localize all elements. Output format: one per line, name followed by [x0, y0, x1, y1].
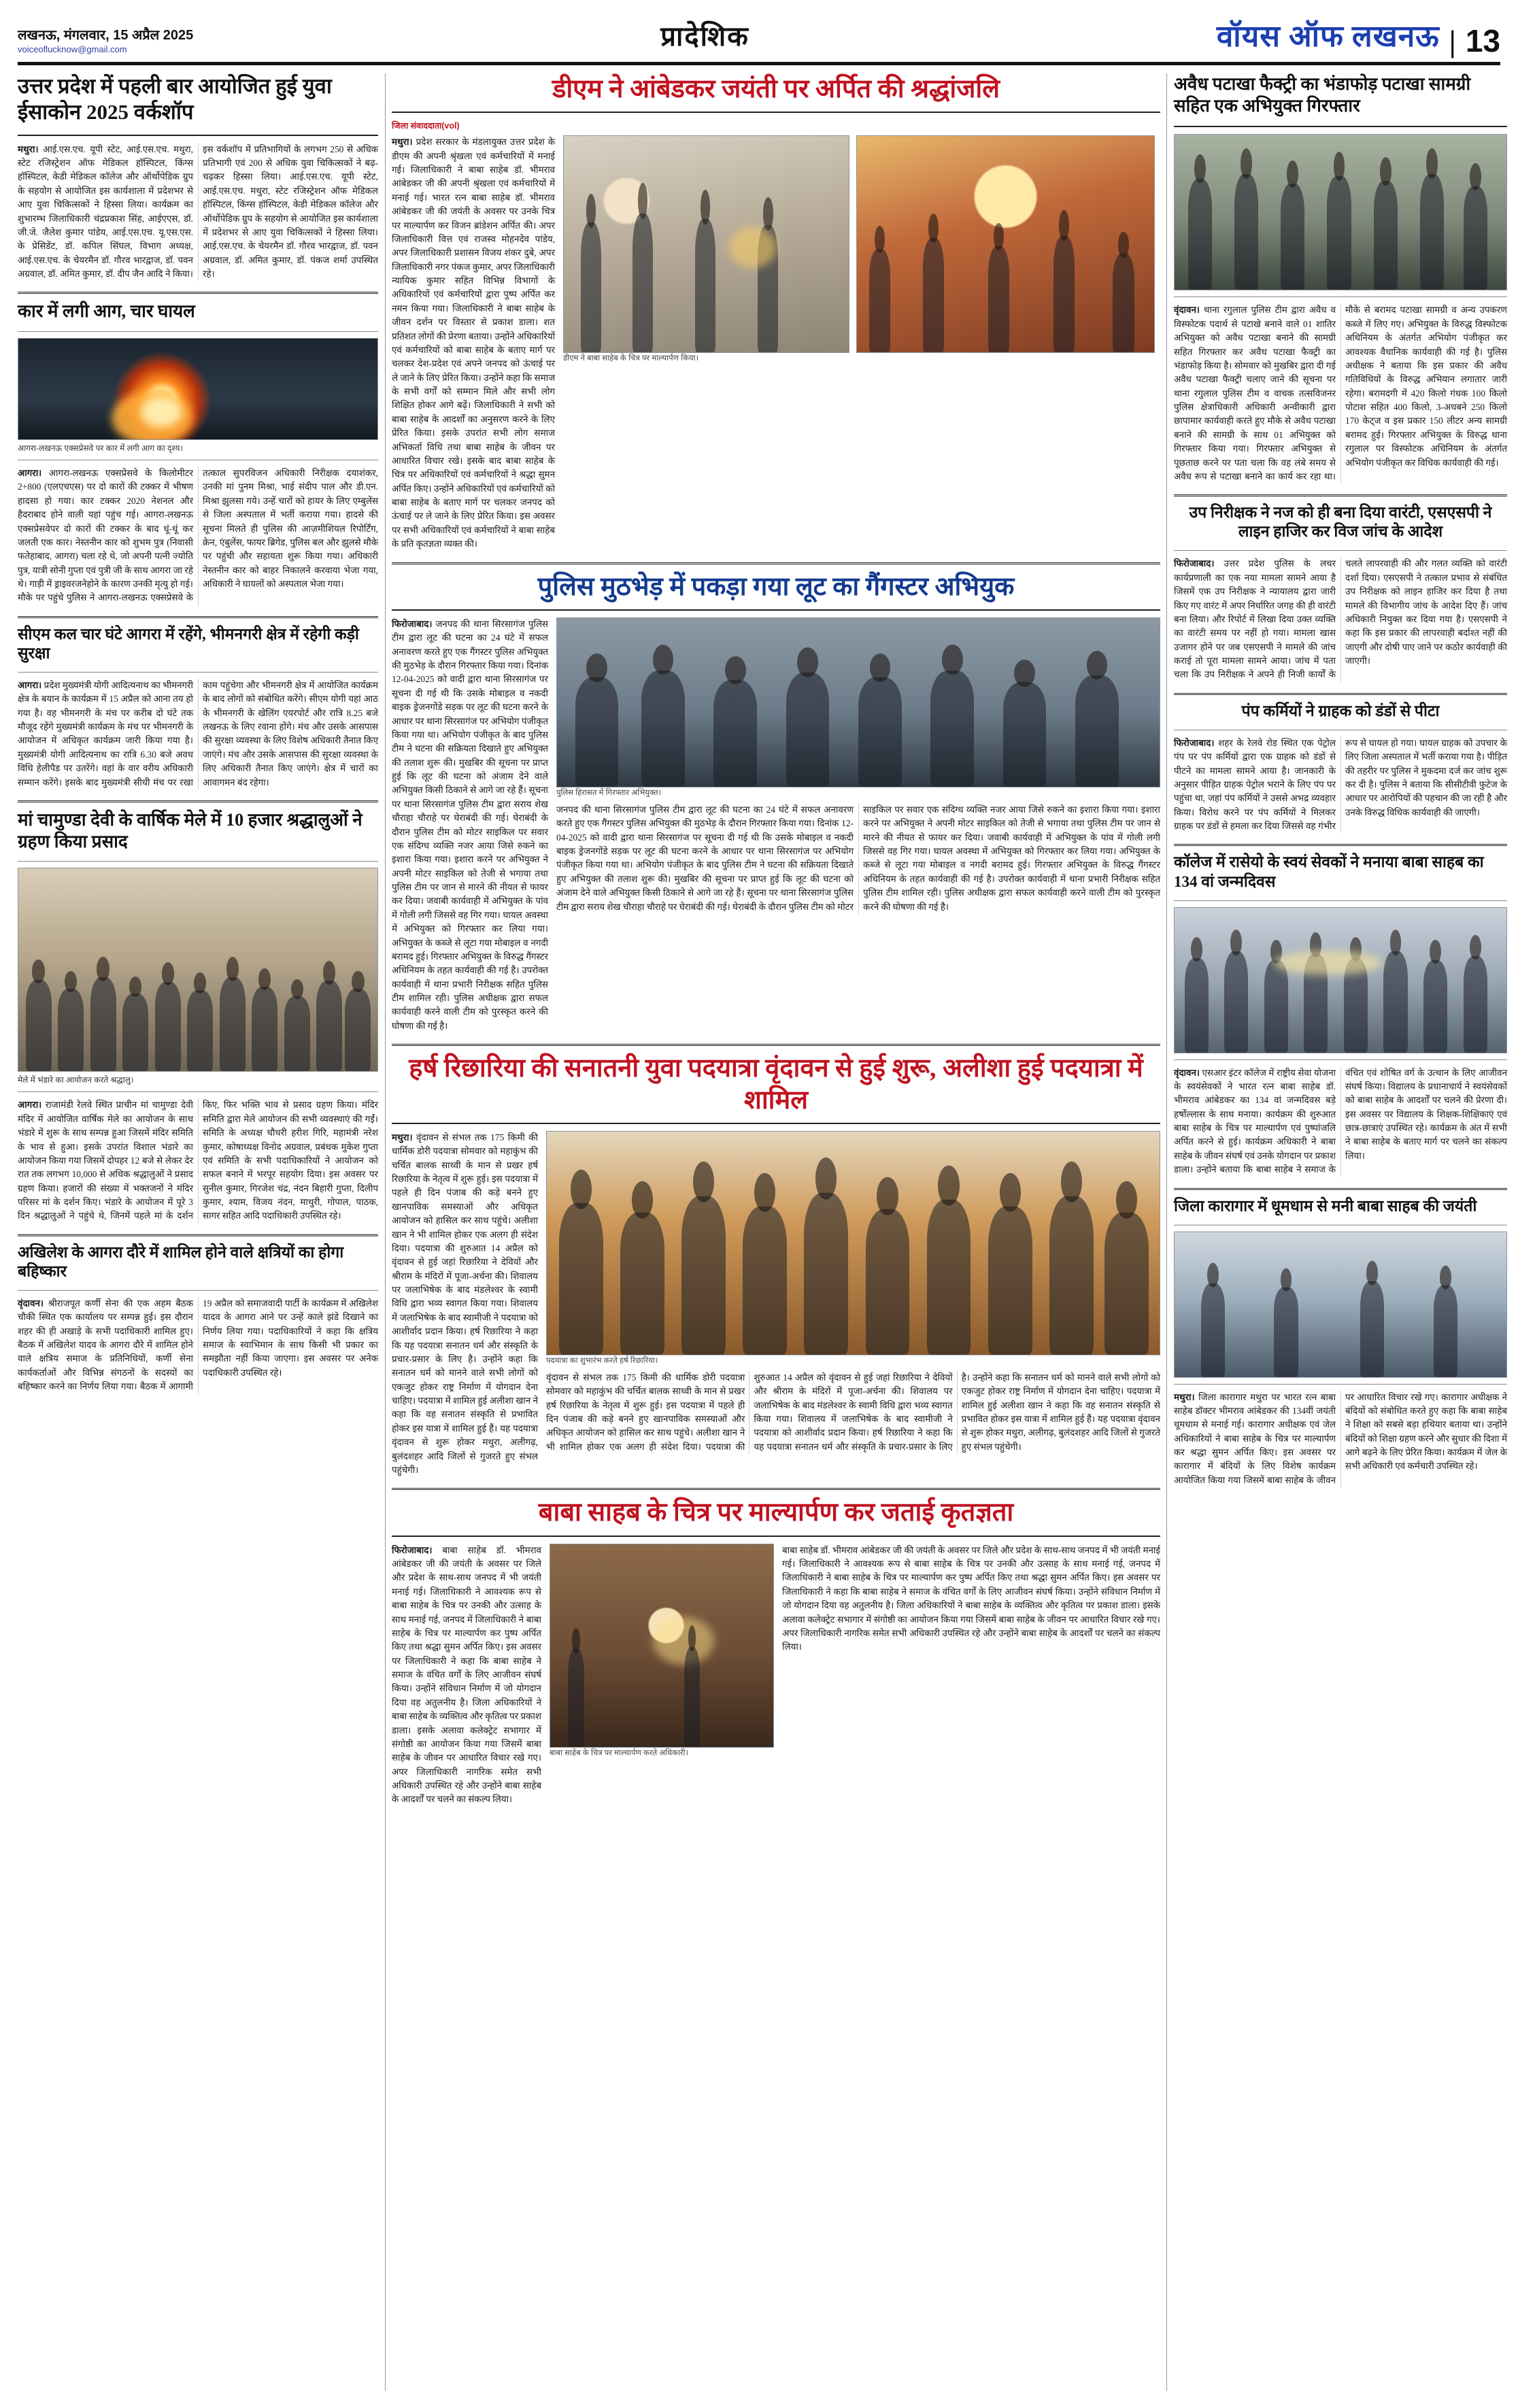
headline: जिला कारागार में धूमधाम से मनी बाबा साहब की जयंती: [1174, 1197, 1477, 1215]
dateline: फिरोजाबाद।: [392, 1544, 433, 1555]
article-body: [1174, 736, 1507, 834]
article-youth-isacon: [18, 73, 378, 281]
article-gangster-arrest: [392, 571, 1160, 1034]
headline: उत्तर प्रदेश में पहली बार आयोजित हुई युवा ईसाकोन 2025 वर्कशॉप: [18, 74, 332, 124]
article-body-col1: [392, 1544, 541, 1807]
photo-portrait-garland: [550, 1544, 774, 1748]
article-si-warrant-inquiry: [1174, 503, 1507, 681]
headline: बाबा साहब के चित्र पर माल्यार्पण कर जताई कृतज्ञता: [538, 1498, 1014, 1527]
photo-bhandara-hall: [18, 868, 378, 1072]
photo-raid-team: [1174, 134, 1507, 290]
article-car-fire: [18, 301, 378, 605]
article-pump-staff-assault: [1174, 702, 1507, 834]
article-cm-agra-visit: [18, 625, 378, 790]
page-number: 13: [1465, 22, 1500, 58]
article-jail-ambedkar-jayanti: [1174, 1197, 1507, 1488]
headline: कॉलेज में रासेयो के स्वयं सेवकों ने मनाया बाबा साहब का 134 वां जन्मदिवस: [1174, 853, 1484, 890]
photo-caption: आगरा-लखनऊ एक्सप्रेसवे पर कार में लगी आग का दृश्य।: [18, 443, 184, 454]
photo-police-team: [556, 617, 1160, 787]
headline: कार में लगी आग, चार घायल: [18, 301, 195, 322]
photo-ambedkar-portrait-event: [856, 135, 1155, 353]
article-body-col2: [782, 1544, 1160, 1807]
body-text-cont: जनपद की थाना सिरसागंज पुलिस टीम द्वारा लूट की घटना का 24 घंटे में सफल अनावरण करते हुए एक गैंगस्टर पुलिस अभियुक्त की मुठभेड़ के दौरान गिरफ्तार किया गया। दिनांक 12-04-2025 को वादी द्वारा थाना सिरसागंज पर सूचना दी गई थी कि उसके मोबाइल व नकदी बाइक ड्रेजनगोंडे सड़क पर लूट की घटना करने के आधार पर थाना सिरसागंज पर अभियोग पंजीकृत किया गया था। अभियोग पंजीकृत के बाद पुलिस टीम ने घटना की सक्रियता दिखाते हुए अभियुक्त की तलाश शुरू की। मुखबिर की सूचना पर प्राप्त हुई कि लूट की घटना को अंजाम देने वाले अभियुक्त किसी ठिकाने से आगे जा रहे हैं। सूचना पर थाना सिरसागंज पुलिस टीम द्वारा सराय शेख चौराहा चौराहे पर घेराबंदी की गई। घेराबंदी के दौरान पुलिस टीम को मोटर साइकिल पर सवार एक संदिग्ध व्यक्ति नजर आया जिसे रुकने का इशारा किया गया। इशारा करने पर अभियुक्त ने अपनी मोटर साइकिल को तेजी से भगाया तथा पुलिस टीम पर जान से मारने की नीयत से फायर कर दिया। जवाबी कार्यवाही में अभियुक्त के पांव में गोली लगी जिससे वह गिर गया। घायल अवस्था में अभियुक्त को गिरफ्तार कर लिया गया। अभियुक्त के कब्जे से लूटा गया मोबाइल व नगदी बरामद हुई। गिरफ्तार अभियुक्त के विरुद्ध गैंगस्टर अधिनियम के तहत कार्यवाही की गई है। उपरोक्त कार्यवाही में थाना प्रभारी निरीक्षक सहित पुलिस टीम शामिल रही। पुलिस अधीक्षक द्वारा सफल कार्यवाही करने वाली टीम को पुरस्कृत करने की घोषणा की गई है।: [556, 804, 1160, 912]
brand-logo: वॉयस ऑफ लखनऊ: [1216, 20, 1440, 53]
dateline: मथुरा।: [392, 1132, 413, 1142]
column-center: [392, 73, 1160, 2391]
article-chamunda-devi-fair: [18, 809, 378, 1223]
article-body-col2: [546, 1371, 1160, 1454]
body-text: थाना रगुलाल पुलिस टीम द्वारा अवैध व विस्फोटक पदार्थ से पटाखे बनाने वाले 01 शातिर अभियुक्त को अवैध पटाखा बनाने की सामग्री सहित गिरफ्तार कर अवैध पटाखा फैक्ट्री का भंडाफोड़ किया है। सोमवार को मुखबिर द्वारा दी गई अवैध पटाखा फैक्ट्री चलाए जाने की सूचना पर थाना रगुलाल पुलिस टीम व वाचक तत्सविजनर पुलिस क्षेत्राधिकारी अधिकारी अन्वीकारी द्वारा छापामार कार्यवाही करते हुए मौके से अवैध पटाखा बनाने की सामग्री के साथ 01 अभियुक्त को गिरफ्तार किया गया। गिरफ्तार अभियुक्त से पूछताछ करने पर पता चला कि वह लंबे समय से अवैध रूप से पटाखा बनाने का कार्य कर रहा था। मौके से बरामद पटाखा सामग्री व अन्य उपकरण कब्जे में लिए गए। अभियुक्त के विरुद्ध विस्फोटक अधिनियम के अंतर्गत अभियोग पंजीकृत कर आवश्यक वैधानिक कार्यवाही की गई है। पुलिस अधीक्षक ने बताया कि इस प्रकार की अवैध गतिविधियों के विरुद्ध अभियान लगातार जारी रहेगा। बरामदगी में 420 किलो गंधक 100 किलो पोटाश सहित 400 किलो, 3-अधबने 250 किलो 170 केट्ज व इस प्रकार 150 लीटर अन्य सामग्री बरामद हुई। गिरफ्तार अभियुक्त के विरुद्ध थाना रगुलाल पर विस्फोटक अधिनियम के अंतर्गत अभियोग पंजीकृत कर विधिक कार्यवाही की गई।: [1174, 305, 1507, 481]
article-nss-ambedkar-birthday: [1174, 853, 1507, 1176]
publication-date: लखनऊ, मंगलवार, 15 अप्रैल 2025: [18, 27, 194, 43]
photo-jail-event: [1174, 1232, 1507, 1378]
headline: मां चामुण्डा देवी के वार्षिक मेले में 10 हजार श्रद्धालुओं ने ग्रहण किया प्रसाद: [18, 809, 362, 851]
masthead: [18, 0, 1500, 65]
article-body: [1174, 1066, 1507, 1177]
article-dm-ambedkar-tribute: [392, 73, 1160, 552]
article-body: [1174, 1391, 1507, 1488]
contact-email: voiceoflucknow@gmail.com: [18, 44, 127, 54]
body-text: जिला कारागार मथुरा पर भारत रत्न बाबा साहेब डॉक्टर भीमराव आंबेडकर की 134वीं जयंती धूमधाम से मनाई गई। कारागार अधीक्षक एवं जेल अधिकारियों ने बाबा साहेब के चित्र पर माल्यार्पण कर श्रद्धा सुमन अर्पित किए। इस अवसर पर कारागार में बंदियों के लिए विशेष कार्यक्रम आयोजित किया गया जिसमें बाबा साहेब के जीवन पर आधारित विचार रखे गए। कारागार अधीक्षक ने बंदियों को संबोधित करते हुए कहा कि बाबा साहेब ने शिक्षा को सबसे बड़ा हथियार बताया था। उन्होंने बंदियों को शिक्षा ग्रहण करने और सुधार की दिशा में आगे बढ़ने के लिए प्रेरित किया। कार्यक्रम में जेल के सभी अधिकारी एवं कर्मचारी उपस्थित रहे।: [1174, 1391, 1507, 1485]
body-text: जनपद की थाना सिरसागंज पुलिस टीम द्वारा लूट की घटना का 24 घंटे में सफल अनावरण करते हुए एक गैंगस्टर पुलिस अभियुक्त की मुठभेड़ के दौरान गिरफ्तार किया गया। दिनांक 12-04-2025 को वादी द्वारा थाना सिरसागंज पर सूचना दी गई थी कि उसके मोबाइल व नकदी बाइक ड्रेजनगोंडे सड़क पर लूट की घटना करने के आधार पर थाना सिरसागंज पर अभियोग पंजीकृत किया गया था। अभियोग पंजीकृत के बाद पुलिस टीम ने घटना की सक्रियता दिखाते हुए अभियुक्त की तलाश शुरू की। मुखबिर की सूचना पर प्राप्त हुई कि लूट की घटना को अंजाम देने वाले अभियुक्त किसी ठिकाने से आगे जा रहे हैं। सूचना पर थाना सिरसागंज पुलिस टीम द्वारा सराय शेख चौराहा चौराहे पर घेराबंदी की गई। घेराबंदी के दौरान पुलिस टीम को मोटर साइकिल पर सवार एक संदिग्ध व्यक्ति नजर आया जिसे रुकने का इशारा किया गया। इशारा करने पर अभियुक्त ने अपनी मोटर साइकिल को तेजी से भगाया तथा पुलिस टीम पर जान से मारने की नीयत से फायर कर दिया। जवाबी कार्यवाही में अभियुक्त के पांव में गोली लगी जिससे वह गिर गया। घायल अवस्था में अभियुक्त को गिरफ्तार कर लिया गया। अभियुक्त के कब्जे से लूटा गया मोबाइल व नगदी बरामद हुई। गिरफ्तार अभियुक्त के विरुद्ध गैंगस्टर अधिनियम के तहत कार्यवाही की गई है। उपरोक्त कार्यवाही में थाना प्रभारी निरीक्षक सहित पुलिस टीम शामिल रही। पुलिस अधीक्षक द्वारा सफल कार्यवाही करने वाली टीम को पुरस्कृत करने की घोषणा की गई है।: [392, 618, 548, 1031]
photo-car-fire: [18, 338, 378, 440]
article-akhilesh-boycott: [18, 1243, 378, 1394]
article-body: [18, 679, 378, 790]
headline: पंप कर्मियों ने ग्राहक को डंडों से पीटा: [1241, 702, 1440, 719]
body-text: प्रदेश सरकार के मंडलायुक्त उत्तर प्रदेश के डीएम की अपनी श्रृंखला एवं कर्मचारियों में मनाई गई। जिलाधिकारी ने बाबा साहेब डॉ. भीमराव आंबेडकर जी की अपनी श्रृंखला एवं कर्मचारियों में मनाई गई। भारत रत्न बाबा साहेब डॉ. भीमराव आंबेडकर जी की जयंती के अवसर पर उनके चित्र पर माल्यार्पण कर विजन ब्रांडेशन अर्पित की। अपर जिलाधिकारी वित्त एवं राजस्व मोहनदेव पांडेय, अपर जिलाधिकारी प्रशासन विजय शंकर दुबे, अपर जिलाधिकारी नगर पंकज कुमार, अपर जिलाधिकारी न्यायिक कुमार सहित विभिन्न विभागों के अधिकारियों एवं कर्मचारियों द्वारा पुष्प अर्पित कर नमन किया गया। जिलाधिकारी ने बाबा साहेब के जीवन दर्शन पर विस्तार से प्रकाश डाला। शत प्रतिशत लोगों की प्रेरणा बताया। उन्होंने अधिकारियों एवं कर्मचारियों को बाबा साहेब के बताए मार्ग पर चलकर देश-प्रदेश एवं अपने जनपद को ऊंचाई पर ले जाने के लिए प्रेरित किया। उन्होंने कहा कि समाज के सभी वर्गों को सम्मान मिले और सभी लोग शिक्षित होकर आगे बढ़ें। जिलाधिकारी ने सभी को बाबा साहेब के आदर्शों का अनुसरण करने के लिए प्रेरित किया। इसके उपरांत सभी लोग समाज अभिकर्ता विधि तथा बाबा साहेब के जीवन पर आधारित विचार रखे। इसके बाद बाबा साहेब के चित्र पर अधिकारियों एवं कर्मचारियों ने श्रद्धा सुमन अर्पित किए। उन्होंने अधिकारियों एवं कर्मचारियों को बाबा साहेब के बताए मार्ग पर चलकर जनपद को ऊंचाई पर ले जाने के लिए प्रेरित किया। इस अवसर पर सभी अधिकारियों एवं कर्मचारियों ने बाबा साहेब के प्रति कृतज्ञता व्यक्त की।: [392, 137, 555, 549]
article-body: [392, 135, 555, 551]
dateline: वृंदावन।: [18, 1298, 44, 1308]
headline: उप निरीक्षक ने नज को ही बना दिया वारंटी, एसएसपी ने लाइन हाजिर कर विज जांच के आदेश: [1189, 504, 1492, 541]
section-title: प्रादेशिक: [660, 21, 749, 52]
masthead-separator: |: [1449, 23, 1456, 58]
dateline: मथुरा।: [392, 137, 413, 148]
article-body-col1: [392, 1131, 538, 1477]
article-body-col1: [392, 617, 548, 1033]
byline: जिला संवाददाता(vol): [392, 121, 460, 131]
dateline: मथुरा।: [1174, 1391, 1195, 1402]
body-text: आई.एस.एच. यूपी स्टेट, आई.एस.एच. मथुरा, स्टेट रजिस्ट्रेशन ऑफ मेडिकल हॉस्पिटल, किंग्स हॉस्पिटल, केडी मेडिकल कॉलेज और ऑर्थोपेडिक ग्रुप के सहयोग से आयोजित इस कार्यशाला में प्रदेशभर से आए युवा चिकित्सकों ने हिस्सा लिया। कार्यक्रम का शुभारम्भ जिलाधिकारी चंद्रप्रकाश सिंह, आईएएस, डॉ. जी.जे. जैलेश कुमार पांडेय, आई.एस.एच. यू.एस.एस. के प्रेसिडेंट, डॉ. कपिल सिंघल, विभाग अध्यक्ष, आई.एस.एच. के चेयरमैन डॉ. गौरव भारद्वाज, डॉ. पवन अग्रवाल, डॉ. अमित कुमार, डॉ. दीप जैन आदि ने किया। इस वर्कशॉप में प्रतिभागियों के लगभग 250 से अधिक प्रतिभागी एवं 200 से अधिक युवा चिकित्सकों ने बढ़-चढ़कर हिस्सा लिया। आई.एस.एच. यूपी स्टेट, आई.एस.एच. मथुरा, स्टेट रजिस्ट्रेशन ऑफ मेडिकल हॉस्पिटल, किंग्स हॉस्पिटल, केडी मेडिकल कॉलेज और ऑर्थोपेडिक ग्रुप के सहयोग से आयोजित इस कार्यशाला में प्रदेशभर से आए युवा चिकित्सकों ने हिस्सा लिया। आई.एस.एच. के चेयरमैन डॉ. गौरव भारद्वाज, डॉ. पवन अग्रवाल, डॉ. अमित कुमार, डॉ. पंकज शर्मा उपस्थित रहे।: [18, 143, 378, 279]
article-body-col2: [556, 803, 1160, 914]
page-grid: [18, 65, 1507, 2391]
article-baba-saheb-tribute: [392, 1497, 1160, 1806]
headline: डीएम ने आंबेडकर जयंती पर अर्पित की श्रद्धांजलि: [552, 75, 1000, 103]
masthead-right: [1216, 14, 1500, 58]
photo-college-volunteers: [1174, 907, 1507, 1053]
article-body: [18, 1297, 378, 1394]
article-body: [1174, 557, 1507, 681]
photo-caption: पदयात्रा का शुभारंभ करते हर्ष रिछारिया।: [546, 1356, 658, 1365]
headline: पुलिस मुठभेड़ में पकड़ा गया लूट का गैंगस्टर अभियुक: [537, 572, 1015, 601]
body-text: श्रीराजपूत कर्णी सेना की एक अहम बैठक चौकी स्थित एक कार्यालय पर सम्पन्न हुई। इस दौरान शहर की ही अखाड़े के सभी पदाधिकारी शामिल हुए। बैठक में अखिलेश यादव के आगरा दौरे में शामिल होने वाले क्षत्रिय समाज के प्रतिनिधियों, कर्णी सेना कार्यकर्ताओं और विभिन्न संगठनों के सदस्यों का बहिष्कार करने का निर्णय लिया गया। बैठक में आगामी 19 अप्रैल को समाजवादी पार्टी के कार्यक्रम में अखिलेश यादव के आगरा आने पर उन्हें काले झंडे दिखाने का निर्णय लिया गया। पदाधिकारियों ने कहा कि क्षत्रिय समाज के स्वाभिमान के साथ किसी भी प्रकार का समझौता नहीं किया जाएगा। इस अवसर पर अनेक पदाधिकारी उपस्थित रहे।: [18, 1298, 378, 1392]
body-text: उत्तर प्रदेश पुलिस के लचर कार्यप्रणाली का एक नया मामला सामने आया है जिसमें एक उप निरीक्षक ने न्यायालय द्वारा जारी किए गए वारंट में अपर निर्धारित जगह की ही वारंटी बना लिया। और रिपोर्ट में लिखा दिया उक्त व्यक्ति का वारंटी समय पर नहीं हो गया। मामला खास उजागर होने पर जब एसएसपी ने मामले की जांच कराई तो पूरा मामला सामने आया। जांच में पता चला कि उप निरीक्षक ने अपने ही निजी कार्यों के चलते लापरवाही की और गलत व्यक्ति को वारंटी दर्शा दिया। एसएसपी ने तत्काल प्रभाव से संबंधित उप निरीक्षक को लाइन हाजिर कर दिया है तथा मामले की विभागीय जांच के आदेश दिए हैं। जांच अधिकारी नियुक्त कर दिया गया है। एसएसपी ने कहा कि इस प्रकार की लापरवाही बर्दाश्त नहीं की जाएगी और दोषी पाए जाने पर कठोर कार्यवाही की जाएगी।: [1174, 558, 1507, 680]
crowd-silhouettes: [18, 954, 377, 1072]
headline: अवैध पटाखा फैक्ट्री का भंडाफोड़ पटाखा सामग्री सहित एक अभियुक्त गिरफ्तार: [1174, 74, 1471, 116]
dateline: फिरोजाबाद।: [392, 618, 433, 629]
body-text-cont: बाबा साहेब डॉ. भीमराव आंबेडकर जी की जयंती के अवसर पर जिले और प्रदेश के साथ-साथ जनपद में भी जयंती मनाई गई। जिलाधिकारी ने आवश्यक रूप से बाबा साहेब के चित्र पर उनकी और उत्साह के साथ मनाई गई, जनपद में जिलाधिकारी ने बाबा साहेब के चित्र पर माल्यार्पण कर पुष्प अर्पित किए तथा श्रद्धा सुमन अर्पित किए। इस अवसर पर जिलाधिकारी ने कहा कि बाबा साहेब ने समाज के वंचित वर्गों के लिए आजीवन संघर्ष किया। उन्होंने संविधान निर्माण में जो योगदान दिया वह अतुलनीय है। जिला अधिकारियों ने बाबा साहेब के व्यक्तित्व और कृतित्व पर प्रकाश डाला। इसके अलावा कलेक्ट्रेट सभागार में संगोष्ठी का आयोजन किया गया जिसमें बाबा साहेब के जीवन पर आधारित विचार रखे गए। अपर जिलाधिकारी नागरिक समेत सभी अधिकारी उपस्थित रहे और उन्होंने बाबा साहेब के आदर्शों पर चलने का संकल्प लिया।: [782, 1544, 1160, 1652]
article-body: [18, 1098, 378, 1223]
article-body: [18, 143, 378, 282]
photo-padyatra-group: [546, 1131, 1160, 1355]
body-text: बाबा साहेब डॉ. भीमराव आंबेडकर जी की जयंती के अवसर पर जिले और प्रदेश के साथ-साथ जनपद में भी जयंती मनाई गई। जिलाधिकारी ने आवश्यक रूप से बाबा साहेब के चित्र पर उनकी और उत्साह के साथ मनाई गई, जनपद में जिलाधिकारी ने बाबा साहेब के चित्र पर माल्यार्पण कर पुष्प अर्पित किए तथा श्रद्धा सुमन अर्पित किए। इस अवसर पर जिलाधिकारी ने कहा कि बाबा साहेब ने समाज के वंचित वर्गों के लिए आजीवन संघर्ष किया। उन्होंने संविधान निर्माण में जो योगदान दिया वह अतुलनीय है। जिला अधिकारियों ने बाबा साहेब के व्यक्तित्व और कृतित्व पर प्रकाश डाला। इसके अलावा कलेक्ट्रेट सभागार में संगोष्ठी का आयोजन किया गया जिसमें बाबा साहेब के जीवन पर आधारित विचार रखे गए। अपर जिलाधिकारी नागरिक समेत सभी अधिकारी उपस्थित रहे और उन्होंने बाबा साहेब के आदर्शों पर चलने का संकल्प लिया।: [392, 1544, 541, 1805]
article-firecracker-factory-raid: [1174, 73, 1507, 484]
body-text: राजामंडी रेलवे स्थित प्राचीन मां चामुण्डा देवी मंदिर में आयोजित वार्षिक मेले का आयोजन के साथ भंडारे में शुरू के साथ सम्पन्न हुआ जिसमें मंदिर समिति के भाव से हुआ। इसके उपरांत विशाल भंडारे का आयोजन किया गया जिसमें दोपहर 12 बजे से लेकर देर रात तक लगभग 10,000 से अधिक श्रद्धालुओं ने प्रसाद ग्रहण किया। हजारों की संख्या में भक्तजनों ने मंदिर परिसर मां के दर्शन किए। भंडारे के आयोजन में पूरे 3 दिन श्रद्धालुओं ने पहुंचे थे, जिनमें पहले मां के दर्शन किए, फिर भक्ति भाव से प्रसाद ग्रहण किया। मंदिर समिति द्वारा मेले आयोजन की सभी व्यवस्थाएं की गईं। समिति के अध्यक्ष चौधरी हरीश गिरि, महामंत्री नरेश कुमार, कोषाध्यक्ष विनोद अग्रवाल, प्रबंधक मुकेश गुप्ता एवं समिति के सभी पदाधिकारियों ने आयोजन को सफल बनाने में भरपूर सहयोग दिया। इस अवसर पर सुनील कुमार, गिरजेश चंद्र, नंदन बिहारी गुप्ता, दिलीप कुमार, श्याम, विजय नंदन, माथुरी, गोपाल, पाठक, सागर सहित आदि पदाधिकारी उपस्थित रहे।: [18, 1100, 378, 1221]
column-left: [18, 73, 378, 2391]
dateline: आगरा।: [18, 1100, 42, 1110]
body-text: एसआर इंटर कॉलेज में राष्ट्रीय सेवा योजना के स्वयंसेवकों ने भारत रत्न बाबा साहेब डॉ. भीमराव आंबेडकर का 134 वां जन्मदिवस बड़े हर्षोल्लास के साथ मनाया। कार्यक्रम की शुरुआत बाबा साहेब के चित्र पर माल्यार्पण एवं पुष्पांजलि अर्पित करने से हुई। कार्यक्रम अधिकारी ने बाबा साहेब के जीवन संघर्ष एवं उनके योगदान पर प्रकाश डाला। उन्होंने बताया कि बाबा साहेब ने समाज के वंचित एवं शोषित वर्ग के उत्थान के लिए आजीवन संघर्ष किया। विद्यालय के प्रधानाचार्य ने स्वयंसेवकों को बाबा साहेब के आदर्शों पर चलने की प्रेरणा दी। इस अवसर पर विद्यालय के शिक्षक-शिक्षिकाएं एवं छात्र-छात्राएं उपस्थित रहे। कार्यक्रम के अंत में सभी ने बाबा साहेब के बताए मार्ग पर चलने का संकल्प लिया।: [1174, 1067, 1507, 1175]
dateline: फिरोजाबाद।: [1174, 558, 1215, 569]
photo-caption: डीएम ने बाबा साहेब के चित्र पर माल्यार्पण किया।: [563, 354, 698, 363]
headline: हर्ष रिछारिया की सनातनी युवा पदयात्रा वृंदावन से हुई शुरू, अलीशा हुई पदयात्रा में शामिल: [409, 1054, 1143, 1115]
article-body: [18, 467, 378, 605]
headline: अखिलेश के आगरा दौरे में शामिल होने वाले क्षत्रियों का होगा बहिष्कार: [18, 1243, 344, 1280]
body-text-cont: वृंदावन से संभल तक 175 किमी की धार्मिक डोरी पदयात्रा सोमवार को महाकुंभ की चर्चित बालक साध्वी के मान से प्रखर हर्ष रिछारिया के नेतृत्व में शुरू हुई। इस पदयात्रा में पहले ही दिन पंजाब की कड़े बनने हुए खानपाविक समस्याओं और अधिकृत आयोजन को हासिल कर साथ पहुंचे। अलीशा खान ने भी शामिल होकर एक अलग ही संदेश दिया। पदयात्रा की शुरुआत 14 अप्रैल को वृंदावन से हुई जहां रिछारिया ने देवियों और श्रीराम के मंदिरों में पूजा-अर्चना की। शिवालय पर जलाभिषेक के बाद मंडलेश्वर के स्वामी विधि द्वारा भव्य स्वागत किया गया। शिवालय में जलाभिषेक के बाद स्वामीजी ने पदयात्रा को आशीर्वाद प्रदान किया। हर्ष रिछारिया ने कहा कि यह पदयात्रा सनातन धर्म और संस्कृति के प्रचार-प्रसार के लिए है। उन्होंने कहा कि सनातन धर्म को मानने वाले सभी लोगों को एकजुट होकर राष्ट्र निर्माण में योगदान देना चाहिए। पदयात्रा में शामिल हुई अलीशा खान ने कहा कि वह सनातन संस्कृति से प्रभावित होकर इस यात्रा में शामिल हुई हैं। यह पदयात्रा वृंदावन से शुरू होकर मथुरा, अलीगढ़, बुलंदशहर आदि जिलों से गुजरते हुए संभल पहुंचेगी।: [546, 1372, 1160, 1452]
body-text: शहर के रेलवे रोड स्थित एक पेट्रोल पंप पर पंप कर्मियों द्वारा एक ग्राहक को डंडों से पीटने का मामला सामने आया है। जानकारी के अनुसार पीड़ित ग्राहक पेट्रोल भराने के लिए पंप पर पहुंचा था, जहां पंप कर्मियों ने उससे अभद्र व्यवहार किया। विरोध करने पर पंप कर्मियों ने मिलकर ग्राहक पर डंडों से हमला कर दिया जिससे वह गंभीर रूप से घायल हो गया। घायल ग्राहक को उपचार के लिए जिला अस्पताल में भर्ती कराया गया है। पीड़ित की तहरीर पर पुलिस ने मुकदमा दर्ज कर जांच शुरू कर दी है। पुलिस ने बताया कि सीसीटीवी फुटेज के आधार पर आरोपियों की पहचान की जा रही है और उनके विरुद्ध विधिक कार्यवाही की जाएगी।: [1174, 737, 1507, 832]
dateline: फिरोजाबाद।: [1174, 737, 1215, 748]
photo-caption: मेले में भंडारे का आयोजन करते श्रद्धालु।: [18, 1075, 134, 1085]
dateline: मथुरा।: [18, 143, 39, 154]
masthead-left: [18, 27, 193, 55]
column-right: [1174, 73, 1507, 2391]
body-text: वृंदावन से संभल तक 175 किमी की धार्मिक डोरी पदयात्रा सोमवार को महाकुंभ की चर्चित बालक साध्वी के मान से प्रखर हर्ष रिछारिया के नेतृत्व में शुरू हुई। इस पदयात्रा में पहले ही दिन पंजाब की कड़े बनने हुए खानपाविक समस्याओं और अधिकृत आयोजन को हासिल कर साथ पहुंचे। अलीशा खान ने भी शामिल होकर एक अलग ही संदेश दिया। पदयात्रा की शुरुआत 14 अप्रैल को वृंदावन से हुई जहां रिछारिया ने देवियों और श्रीराम के मंदिरों में पूजा-अर्चना की। शिवालय पर जलाभिषेक के बाद मंडलेश्वर के स्वामी विधि द्वारा भव्य स्वागत किया गया। शिवालय में जलाभिषेक के बाद स्वामीजी ने पदयात्रा को आशीर्वाद प्रदान किया। हर्ष रिछारिया ने कहा कि यह पदयात्रा सनातन धर्म और संस्कृति के प्रचार-प्रसार के लिए है। उन्होंने कहा कि सनातन धर्म को मानने वाले सभी लोगों को एकजुट होकर राष्ट्र निर्माण में योगदान देना चाहिए। पदयात्रा में शामिल हुई अलीशा खान ने कहा कि वह सनातन संस्कृति से प्रभावित होकर इस यात्रा में शामिल हुई हैं। यह पदयात्रा वृंदावन से शुरू होकर मथुरा, अलीगढ़, बुलंदशहर आदि जिलों से गुजरते हुए संभल पहुंचेगी।: [392, 1132, 538, 1475]
photo-dm-garlanding: [563, 135, 849, 353]
headline: सीएम कल चार घंटे आगरा में रहेंगे, भीमनगरी क्षेत्र में रहेगी कड़ी सुरक्षा: [18, 625, 359, 662]
dateline: वृंदावन।: [1174, 1067, 1200, 1078]
body-text: आगरा-लखनऊ एक्सप्रेसवे के किलोमीटर 2+800 (एलएचएस) पर दो कारों की टक्कर में भीषण हादसा हो गया। कार टक्कर 2020 नेशनल और हैदराबाद होने वाली यहां पहुंच गई। आगरा-लखनऊ एक्सप्रेसवेपर दो कारों की टक्कर के बाद धूं-धूं कर जलती एक कार। नेस्तनीन कार को शुभम पुत्र (निवासी फतेहाबाद, आगरा) चला रहे थे, जो अपनी पत्नी ज्योति पुत्र, यात्री सोनी गुप्ता एवं पुत्री जी के साथ आगरा जा रहे थे। गाड़ी में ड्राइवरजनेहोने के कारण उनकी मृत्यु हो गई। मौके पर पहुंचे पुलिस ने आगरा-लखनऊ एक्सप्रेसवे के तत्काल सुपरविजन अधिकारी निरीक्षक दयाशंकर, उनकी मां पुनम मिश्रा, भाई संदीप पाल और डी.एन. मिश्रा झुलसा गये। उन्हें चारों को हायर के लिए एम्बुलेंस से जिला अस्पताल में भर्ती कराया गया। हादसे की सूचना मिलते ही पुलिस की आज़मीशियल रिपोर्टिंग, क्रेन, एंबुलेंस, फायर ब्रिगेड, पुलिस बल और झुलसे मौके पर पहुंची और सहायता शुरू किया गया। अधिकारी नेस्तनीन कार को बाहर निकालने करवाया भेजा गया, अधिकारी ने घायलों को अस्पताल भेजा गया।: [18, 468, 378, 603]
photo-caption: बाबा साहेब के चित्र पर माल्यार्पण करते अधिकारी।: [550, 1748, 688, 1757]
photo-caption: पुलिस हिरासत में गिरफ्तार अभियुक्त।: [556, 788, 662, 797]
dateline: वृंदावन।: [1174, 305, 1200, 316]
body-text: प्रदेश मुख्यमंत्री योगी आदित्यनाथ का भीमनगरी क्षेत्र के बयान के कार्यक्रम में 15 अप्रैल को आना तय हो गया है। वह भीमनगरी के मंच पर करीब दो घंटे तक मौजूद रहेंगे मुख्यमंत्री कार्यक्रम के मंच पर भीमनगरी के आयोजन में अधिकृत कार्यक्रम जारी किया गया है। मुख्यमंत्री योगी आदित्यनाथ का रात्रि 6.30 बजे अवध विधि हेलीपैड पर उतरेंगे। वहां के वार वरीय अधिकारी सम्मान करेंगे। इसके बाद मुख्यमंत्री सीधी मंच पर रखा काम पहुंचेगा और भीमनगरी क्षेत्र में आयोजित कार्यक्रम के बाद लोगों को संबोधित करेंगे। सीएम योगी यहां आठ के भीमनगरी के खेलिंग एयरपोर्ट और रात्रि 8.25 बजे लखनऊ के लिए रवाना होंगे। मंच और उसके आसपास की सुरक्षा व्यवस्था के लिए विशेष अधिकारी तैनात किए जाएंगे। मंच और उसके आसपास की सुरक्षा व्यवस्था के लिए अधिकारी तैनात किए जाएंगे। क्षेत्र में चारों का आवागमन बंद रहेगा।: [18, 679, 378, 787]
article-harsh-richhariya-padyatra: [392, 1053, 1160, 1477]
article-body: [1174, 303, 1507, 484]
dateline: आगरा।: [18, 468, 42, 479]
dateline: आगरा।: [18, 679, 42, 690]
